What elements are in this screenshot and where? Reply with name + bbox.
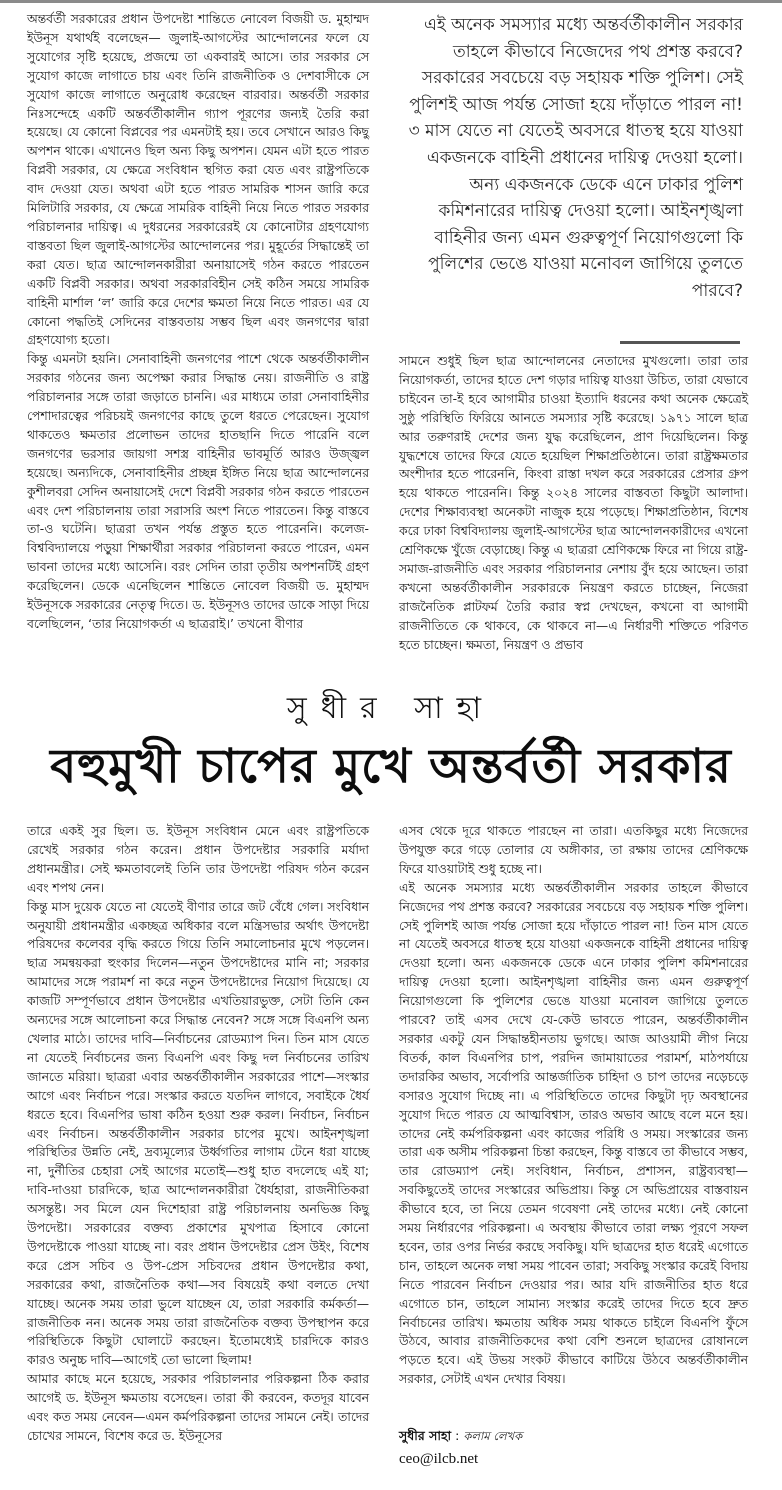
author-byline: সুধীর সাহা	[286, 691, 496, 726]
signature-separator: :	[451, 1428, 464, 1443]
author-name: সুধীর সাহা	[399, 1428, 452, 1443]
article-column-top-right	[399, 352, 748, 655]
author-email[interactable]: ceo@ilcb.net	[399, 1451, 479, 1467]
article-paragraph: আমার কাছে মনে হয়েছে, সরকার পরিচালনার পরিকল্পনা ঠিক করার আগেই ড. ইউনূস ক্ষমতায় বসেছেন। তারা কী করবেন, কতদূর যাবেন এবং কত সময় নেবেন—এমন কর্মপরিকল্পনা তাদের সামনে নেই। তাদের চোখের সামনে, বিশেষ করে ড. ইউনূসের	[27, 1372, 369, 1443]
top-border-rule	[0, 0, 782, 3]
article-paragraph: কিন্তু মাস দুয়েক যেতে না যেতেই বীণার তারে জট বেঁধে গেল। সংবিধান অনুযায়ী প্রধানমন্ত্রীর একচ্ছত্র অধিকার বলে মন্ত্রিসভার অর্থাৎ উপদেষ্টা পরিষদের কলেবর বৃদ্ধি করতে গিয়ে তিনি সমালোচনার মুখে পড়লেন। ছাত্র সমন্বয়করা হুংকার দিলেন—নতুন উপদেষ্টাদের মানি না; সরকার আমাদের সঙ্গে পরামর্শ না করে নতুন উপদেষ্টাদের নিয়োগ দিয়েছে। যে কাজটি সম্পূর্ণভাবে প্রধান উপদেষ্টার এখতিয়ারভুক্ত, সেটা তিনি কেন অন্যদের সঙ্গে আলোচনা করে সিদ্ধান্ত নেবেন? সঙ্গে সঙ্গে বিএনপি অন্য খেলার মাঠে। তাদের দাবি—নির্বাচনের রোডম্যাপ দিন। তিন মাস যেতে না যেতেই নির্বাচনের জন্য বিএনপি এবং কিছু দল নির্বাচনের তারিখ জানতে মরিয়া। ছাত্ররা এবার অন্তর্বর্তীকালীন সরকারের পাশে—সংস্কার আগে এবং নির্বাচন পরে। সংস্কার করতে যতদিন লাগবে, সবাইকে ধৈর্য ধরতে হবে। বিএনপির ভাষা কঠিন হওয়া শুরু করল। নির্বাচন, নির্বাচন এবং নির্বাচন। অন্তর্বর্তীকালীন সরকার চাপের মুখে। আইনশৃঙ্খলা পরিস্থিতির উন্নতি নেই, দ্রব্যমূল্যের উর্ধ্বগতির লাগাম টেনে ধরা যাচ্ছে না, দুর্নীতির চেহারা সেই আগের মতোই—শুধু হাত বদলেছে এই যা; দাবি-দাওয়া চারদিকে, ছাত্র আন্দোলনকারীরা ধৈর্যহারা, রাজনীতিকরা অসন্তুষ্ট। সব মিলে যেন দিশেহারা রাষ্ট্র পরিচালনায় অনভিজ্ঞ কিছু উপদেষ্টা। সরকারের বক্তব্য প্রকাশের মুখপাত্র হিসাবে কোনো উপদেষ্টাকে পাওয়া যাচ্ছে না। বরং প্রধান উপদেষ্টার প্রেস উইং, বিশেষ করে প্রেস সচিব ও উপ-প্রেস সচিবদের প্রধান উপদেষ্টার কথা, সরকারের কথা, রাজনৈতিক কথা—সব বিষয়েই কথা বলতে দেখা যাচ্ছে। অনেক সময় তারা ভুলে যাচ্ছেন যে, তারা সরকারি কর্মকর্তা—রাজনীতিক নন। অনেক সময় তারা রাজনৈতিক বক্তব্য উপস্থাপন করে পরিস্থিতিকে কিছুটা ঘোলাটে করছেন। ইতোমধ্যেই চারদিকে কারও কারও অনুচ্চ দাবি—আগেই তো ভালো ছিলাম!	[27, 899, 369, 1368]
pull-quote: এই অনেক সমস্যার মধ্যে অন্তর্বর্তীকালীন সরকার তাহলে কীভাবে নিজেদের পথ প্রশস্ত করবে? সরকারের সবচেয়ে বড় সহায়ক শক্তি পুলিশ। সেই পুলিশই আজ পর্যন্ত সোজা হয়ে দাঁড়াতে পারল না! ৩ মাস যেতে না যেতেই অবসরে ধাতস্থ হয়ে যাওয়া একজনকে বাহিনী প্রধানের দায়িত্ব দেওয়া হলো। অন্য একজনকে ডেকে এনে ঢাকার পুলিশ কমিশনারের দায়িত্ব দেওয়া হলো। আইনশৃঙ্খলা বাহিনীর জন্য এমন গুরুত্বপূর্ণ নিয়োগগুলো কি পুলিশের ভেঙে যাওয়া মনোবল জাগিয়ে তুলতে পারবে?	[408, 15, 743, 301]
author-role: কলাম লেখক	[463, 1429, 523, 1443]
article-paragraph: এই অনেক সমস্যার মধ্যে অন্তর্বর্তীকালীন সরকার তাহলে কীভাবে নিজেদের পথ প্রশস্ত করবে? সরকারের সবচেয়ে বড় সহায়ক শক্তি পুলিশ। সেই পুলিশই আজ পর্যন্ত সোজা হয়ে দাঁড়াতে পারল না! তিন মাস যেতে না যেতেই অবসরে ধাতস্থ হয়ে যাওয়া একজনকে বাহিনী প্রধানের দায়িত্ব দেওয়া হলো। অন্য একজনকে ডেকে এনে ঢাকার পুলিশ কমিশনারের দায়িত্ব দেওয়া হলো। আইনশৃঙ্খলা বাহিনীর জন্য এমন গুরুত্বপূর্ণ নিয়োগগুলো কি পুলিশের ভেঙে যাওয়া মনোবল জাগিয়ে তুলতে পারবে? তাই এসব দেখে যে-কেউ ভাবতে পারেন, অন্তর্বর্তীকালীন সরকার একটু যেন সিদ্ধান্তহীনতায় ভুগছে। আজ আওয়ামী লীগ নিয়ে বিতর্ক, কাল বিএনপির চাপ, পরদিন জামায়াতের পরামর্শ, মাঠপর্যায়ে তদারকির অভাব, সর্বোপরি আন্তর্জাতিক চাহিদা ও চাপ তাদের নড়েচড়ে বসারও সুযোগ দিচ্ছে না। এ পরিস্থিতিতে তাদের কিছুটা দৃঢ় অবস্থানের সুযোগ দিতে পারত যে আত্মবিশ্বাস, তারও অভাব আছে বলে মনে হয়। তাদের নেই কর্মপরিকল্পনা এবং কাজের পরিধি ও সময়। সংস্কারের জন্য তারা এক অসীম পরিকল্পনা চিন্তা করছেন, কিন্তু বাস্তবে তা কীভাবে সম্ভব, তার রোডম্যাপ নেই। সংবিধান, নির্বাচন, প্রশাসন, রাষ্ট্রব্যবস্থা—সবকিছুতেই তাদের সংস্কারের অভিপ্রায়। কিন্তু সে অভিপ্রায়ের বাস্তবায়ন কীভাবে হবে, তা নিয়ে তেমন গবেষণা নেই তাদের মধ্যে। নেই কোনো সময় নির্ধারণের পরিকল্পনা। এ অবস্থায় কীভাবে তারা লক্ষ্য পূরণে সফল হবেন, তার ওপর নির্ভর করছে সবকিছু। যদি ছাত্রদের হাত ধরেই এগোতে চান, তাহলে অনেক লম্বা সময় পাবেন তারা; সবকিছু সংস্কার করেই বিদায় নিতে পারবেন নির্বাচন দেওয়ার পর। আর যদি রাজনীতির হাত ধরে এগোতে চান, তাহলে সামান্য সংস্কার করেই তাদের দিতে হবে দ্রুত নির্বাচনের তারিখ। ক্ষমতায় অধিক সময় থাকতে চাইলে বিএনপি ফুঁসে উঠবে, আবার রাজনীতিকদের কথা বেশি শুনলে ছাত্রদের রোষানলে পড়তে হবে। এই উভয় সংকট কীভাবে কাটিয়ে উঠবে অন্তর্বর্তীকালীন সরকার, সেটাই এখন দেখার বিষয়।	[399, 880, 748, 1387]
author-signature	[399, 1428, 522, 1448]
article-column-bottom-right	[399, 822, 748, 1389]
article-paragraph: এসব থেকে দূরে থাকতে পারছেন না তারা। এতকিছুর মধ্যে নিজেদের উপযুক্ত করে গড়ে তোলার যে অঙ্গীকার, তা রক্ষায় তাদের শ্রেণিকক্ষে ফিরে যাওয়াটাই শুধু হচ্ছে না।	[399, 824, 748, 876]
article-column-bottom-left	[27, 822, 369, 1446]
article-paragraph: অন্তর্বর্তী সরকারের প্রধান উপদেষ্টা শান্তিতে নোবেল বিজয়ী ড. মুহাম্মদ ইউনূস যথার্থই বলেছেন— জুলাই-আগস্টের আন্দোলনের ফলে যে সুযোগের সৃষ্টি হয়েছে, প্রজন্মে তা একবারই আসে। তার সরকার সে সুযোগ কাজে লাগাতে চায় এবং তিনি রাজনীতিক ও দেশবাসীকে সে সুযোগ কাজে লাগাতে অনুরোধ করেছেন বারবার। অন্তর্বর্তী সরকার নিঃসন্দেহে একটি অন্তর্বর্তীকালীন গ্যাপ পূরণের জন্যই তৈরি করা হয়েছে। যে কোনো বিপ্লবের পর এমনটাই হয়। তবে সেখানে আরও কিছু অপশন থাকে। এখানেও ছিল অন্য কিছু অপশন। যেমন এটা হতে পারত বিপ্লবী সরকার, যে ক্ষেত্রে সংবিধান স্থগিত করা যেত এবং রাষ্ট্রপতিকে বাদ দেওয়া যেত। অথবা এটা হতে পারত সামরিক শাসন জারি করে মিলিটারি সরকার, যে ক্ষেত্রে সামরিক বাহিনী নিয়ে নিতে পারত সরকার পরিচালনার দায়িত্ব। এ দুধরনের সরকারেরই যে কোনোটার গ্রহণযোগ্য বাস্তবতা ছিল জুলাই-আগস্টের আন্দোলনের পর। মুহূর্তের সিদ্ধান্তেই তা করা যেত। ছাত্র আন্দোলনকারীরা অনায়াসেই গঠন করতে পারতেন একটি বিপ্লবী সরকার। অথবা সরকারবিহীন সেই কঠিন সময়ে সামরিক বাহিনী মার্শাল ‘ল’ জারি করে দেশের ক্ষমতা নিয়ে নিতে পারত। এর যে কোনো পদ্ধতিই সেদিনের বাস্তবতায় সম্ভব ছিল এবং জনগণের দ্বারা গ্রহণযোগ্য হতো।	[27, 12, 369, 348]
article-paragraph: সামনে শুধুই ছিল ছাত্র আন্দোলনের নেতাদের মুখগুলো। তারা তার নিয়োগকর্তা, তাদের হাতে দেশ গড়ার দায়িত্ব যাওয়া উচিত, তারা যেভাবে চাইবেন তা-ই হবে আগামীর চাওয়া ইত্যাদি ধরনের কথা অনেক ক্ষেত্রেই সুষ্ঠু পরিস্থিতি ফিরিয়ে আনতে সমস্যার সৃষ্টি করেছে। ১৯৭১ সালে ছাত্র আর তরুণরাই দেশের জন্য যুদ্ধ করেছিলেন, প্রাণ দিয়েছিলেন। কিন্তু যুদ্ধশেষে তাদের ফিরে যেতে হয়েছিল শিক্ষাপ্রতিষ্ঠানে। তারা রাষ্ট্রক্ষমতার অংশীদার হতে পারেননি, কিংবা রাস্তা দখল করে সরকারের প্রেসার গ্রুপ হয়ে থাকতে পারেননি। কিন্তু ২০২৪ সালের বাস্তবতা কিছুটা আলাদা। দেশের শিক্ষাব্যবস্থা অনেকটা নাজুক হয়ে পড়েছে। শিক্ষাপ্রতিষ্ঠান, বিশেষ করে ঢাকা বিশ্ববিদ্যালয় জুলাই-আগস্টের ছাত্র আন্দোলনকারীদের এখনো শ্রেণিকক্ষে খুঁজে বেড়াচ্ছে। কিন্তু এ ছাত্ররা শ্রেণিকক্ষে ফিরে না গিয়ে রাষ্ট্র-সমাজ-রাজনীতি এবং সরকার পরিচালনার নেশায় বুঁদ হয়ে আছেন। তারা কখনো অন্তর্বর্তীকালীন সরকারকে নিয়ন্ত্রণ করতে চাচ্ছেন, নিজেরা রাজনৈতিক প্লাটফর্ম তৈরি করার স্বপ্ন দেখছেন, কখনো বা আগামী রাজনীতিতে কে থাকবে, কে থাকবে না—এ নির্ধারণী শক্তিতে পরিণত হতে চাচ্ছেন। ক্ষমতা, নিয়ন্ত্রণ ও প্রভাব	[399, 354, 748, 652]
article-headline: বহুমুখী চাপের মুখে অন্তর্বর্তী সরকার	[50, 739, 732, 794]
pull-quote-divider	[620, 341, 740, 344]
article-column-top-left	[27, 10, 369, 634]
article-paragraph: তারে একই সুর ছিল। ড. ইউনূস সংবিধান মেনে এবং রাষ্ট্রপতিকে রেখেই সরকার গঠন করেন। প্রধান উপদেষ্টার সরকারি মর্যাদা প্রধানমন্ত্রীর। সেই ক্ষমতাবলেই তিনি তার উপদেষ্টা পরিষদ গঠন করেন এবং শপথ নেন।	[27, 824, 369, 895]
article-paragraph: কিন্তু এমনটা হয়নি। সেনাবাহিনী জনগণের পাশে থেকে অন্তর্বর্তীকালীন সরকার গঠনের জন্য অপেক্ষা করার সিদ্ধান্ত নেয়। রাজনীতি ও রাষ্ট্র পরিচালনার সঙ্গে তারা জড়াতে চাননি। এর মাধ্যমে তারা সেনাবাহিনীর পেশাদারত্বের পরিচয়ই জনগণের কাছে তুলে ধরতে পেরেছেন। সুযোগ থাকতেও ক্ষমতার প্রলোভন তাদের হাতছানি দিতে পারেনি বলে জনগণের ভরসার জায়গা সশস্ত্র বাহিনীর ভাবমূর্তি আরও উজ্জ্বল হয়েছে। অন্যদিকে, সেনাবাহিনীর প্রচ্ছন্ন ইঙ্গিত নিয়ে ছাত্র আন্দোলনের কুশীলবরা সেদিন অনায়াসেই দেশে বিপ্লবী সরকার গঠন করতে পারতেন এবং দেশ পরিচালনায় তারা সরাসরি অংশ নিতে পারতেন। কিন্তু বাস্তবে তা-ও ঘটেনি। ছাত্ররা তখন পর্যন্ত প্রস্তুত হতে পারেননি। কলেজ-বিশ্ববিদ্যালয়ে পড়ুয়া শিক্ষার্থীরা সরকার পরিচালনা করতে পারেন, এমন ভাবনা তাদের মধ্যে আসেনি। বরং সেদিন তারা তৃতীয় অপশনটিই গ্রহণ করেছিলেন। ডেকে এনেছিলেন শান্তিতে নোবেল বিজয়ী ড. মুহাম্মদ ইউনূসকে সরকারের নেতৃত্ব দিতে। ড. ইউনূসও তাদের ডাকে সাড়া দিয়ে বলেছিলেন, ‘তার নিয়োগকর্তা এ ছাত্ররাই।’ তখনো বীণার	[27, 352, 369, 631]
